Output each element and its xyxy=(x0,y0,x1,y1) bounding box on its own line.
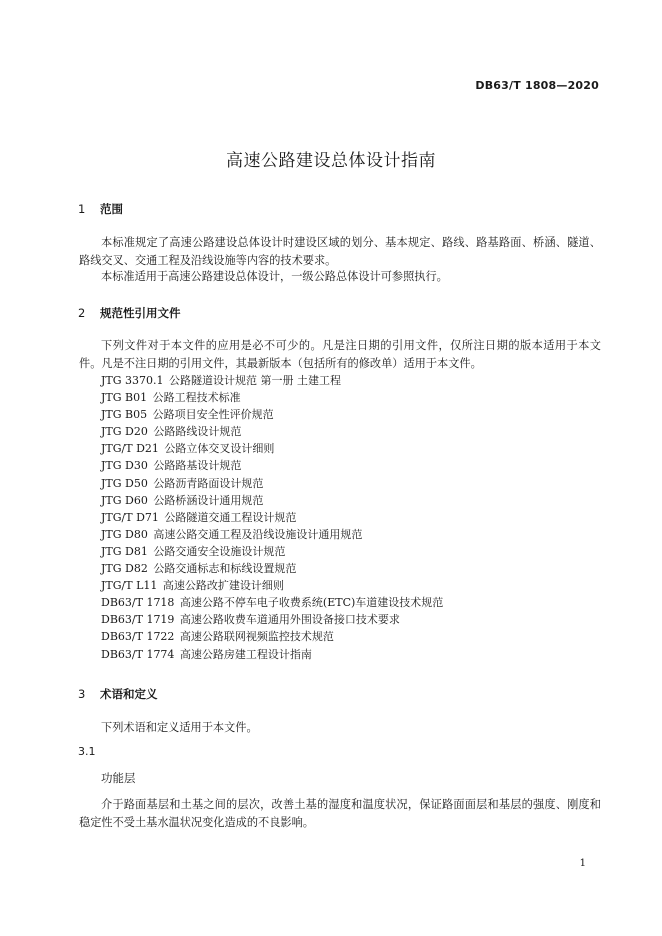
reference-item xyxy=(101,646,443,663)
section-1-paragraph-2: 本标准适用于高速公路建设总体设计，一级公路总体设计可参照执行。 xyxy=(101,270,448,283)
reference-item xyxy=(101,406,443,423)
reference-item xyxy=(101,628,443,645)
reference-code: JTG/T D71 xyxy=(101,510,159,524)
reference-item xyxy=(101,594,443,611)
reference-code: JTG 3370.1 xyxy=(101,374,164,387)
reference-item xyxy=(101,372,443,389)
document-title: 高速公路建设总体设计指南 xyxy=(226,151,436,171)
reference-item xyxy=(101,457,443,474)
normative-reference-list xyxy=(101,372,443,663)
reference-code: JTG B01 xyxy=(101,391,148,405)
reference-code: JTG/T L11 xyxy=(101,579,158,593)
reference-title: 公路交通标志和标线设置规范 xyxy=(153,562,297,576)
reference-code: DB63/T 1722 xyxy=(101,630,175,644)
reference-title: 公路交通安全设施设计规范 xyxy=(153,544,286,558)
reference-item xyxy=(101,526,443,543)
section-3-title: 术语和定义 xyxy=(100,687,158,701)
reference-code: JTG D50 xyxy=(101,476,148,490)
reference-title: 公路项目安全性评价规范 xyxy=(152,408,274,422)
reference-code: JTG D82 xyxy=(101,562,148,576)
reference-title: 高速公路交通工程及沿线设施设计通用规范 xyxy=(153,527,363,541)
reference-item xyxy=(101,492,443,509)
reference-code: JTG/T D21 xyxy=(101,442,159,456)
section-2-title: 规范性引用文件 xyxy=(100,306,181,320)
section-1-heading xyxy=(78,201,123,217)
section-1-title: 范围 xyxy=(100,202,123,216)
reference-item xyxy=(101,509,443,526)
reference-code: JTG D30 xyxy=(101,459,148,473)
reference-title: 高速公路不停车电子收费系统(ETC)车道建设技术规范 xyxy=(179,596,444,610)
reference-title: 公路沥青路面设计规范 xyxy=(153,476,264,490)
reference-item xyxy=(101,389,443,406)
clause-number: 3.1 xyxy=(78,745,96,758)
reference-code: DB63/T 1774 xyxy=(101,647,175,661)
reference-title: 公路立体交叉设计细则 xyxy=(164,442,275,456)
term-name: 功能层 xyxy=(101,771,136,785)
reference-title: 公路工程技术标准 xyxy=(152,391,241,405)
section-2-heading xyxy=(78,305,181,321)
reference-code: JTG B05 xyxy=(101,408,148,422)
reference-code: DB63/T 1719 xyxy=(101,613,175,627)
reference-item xyxy=(101,440,443,457)
reference-title: 公路桥涵设计通用规范 xyxy=(153,493,264,507)
section-1-number: 1 xyxy=(78,202,86,216)
term-definition: 介于路面基层和土基之间的层次，改善土基的湿度和温度状况，保证路面面层和基层的强度、刚度和稳定性不受土基水温状况变化造成的不良影响。 xyxy=(79,798,601,829)
section-3-number: 3 xyxy=(78,687,86,701)
reference-item xyxy=(101,611,443,628)
reference-title: 公路隧道设计规范 第一册 土建工程 xyxy=(169,374,342,387)
reference-title: 公路路线设计规范 xyxy=(153,425,242,439)
reference-code: JTG D80 xyxy=(101,527,148,541)
standard-code: DB63/T 1808—2020 xyxy=(475,79,599,92)
reference-title: 高速公路联网视频监控技术规范 xyxy=(179,630,334,644)
reference-code: JTG D60 xyxy=(101,493,148,507)
reference-code: JTG D81 xyxy=(101,544,148,558)
section-3-intro: 下列术语和定义适用于本文件。 xyxy=(101,721,258,734)
reference-title: 高速公路改扩建设计细则 xyxy=(162,579,284,593)
section-1-paragraph-1: 本标准规定了高速公路建设总体设计时建设区域的划分、基本规定、路线、路基路面、桥涵、隧道、路线交叉、交通工程及沿线设施等内容的技术要求。 xyxy=(79,236,601,267)
page-number: 1 xyxy=(579,858,586,869)
section-3-heading xyxy=(78,686,158,702)
reference-code: DB63/T 1718 xyxy=(101,596,175,610)
reference-item xyxy=(101,560,443,577)
reference-title: 公路隧道交通工程设计规范 xyxy=(164,510,297,524)
reference-title: 高速公路房建工程设计指南 xyxy=(179,647,312,661)
reference-item xyxy=(101,543,443,560)
reference-title: 公路路基设计规范 xyxy=(153,459,242,473)
reference-title: 高速公路收费车道通用外围设备接口技术要求 xyxy=(179,613,400,627)
section-2-number: 2 xyxy=(78,306,86,320)
section-2-intro: 下列文件对于本文件的应用是必不可少的。凡是注日期的引用文件，仅所注日期的版本适用于本文件。凡是不注日期的引用文件，其最新版本（包括所有的修改单）适用于本文件。 xyxy=(79,339,601,370)
reference-code: JTG D20 xyxy=(101,425,148,439)
reference-item xyxy=(101,577,443,594)
reference-item xyxy=(101,475,443,492)
reference-item xyxy=(101,423,443,440)
